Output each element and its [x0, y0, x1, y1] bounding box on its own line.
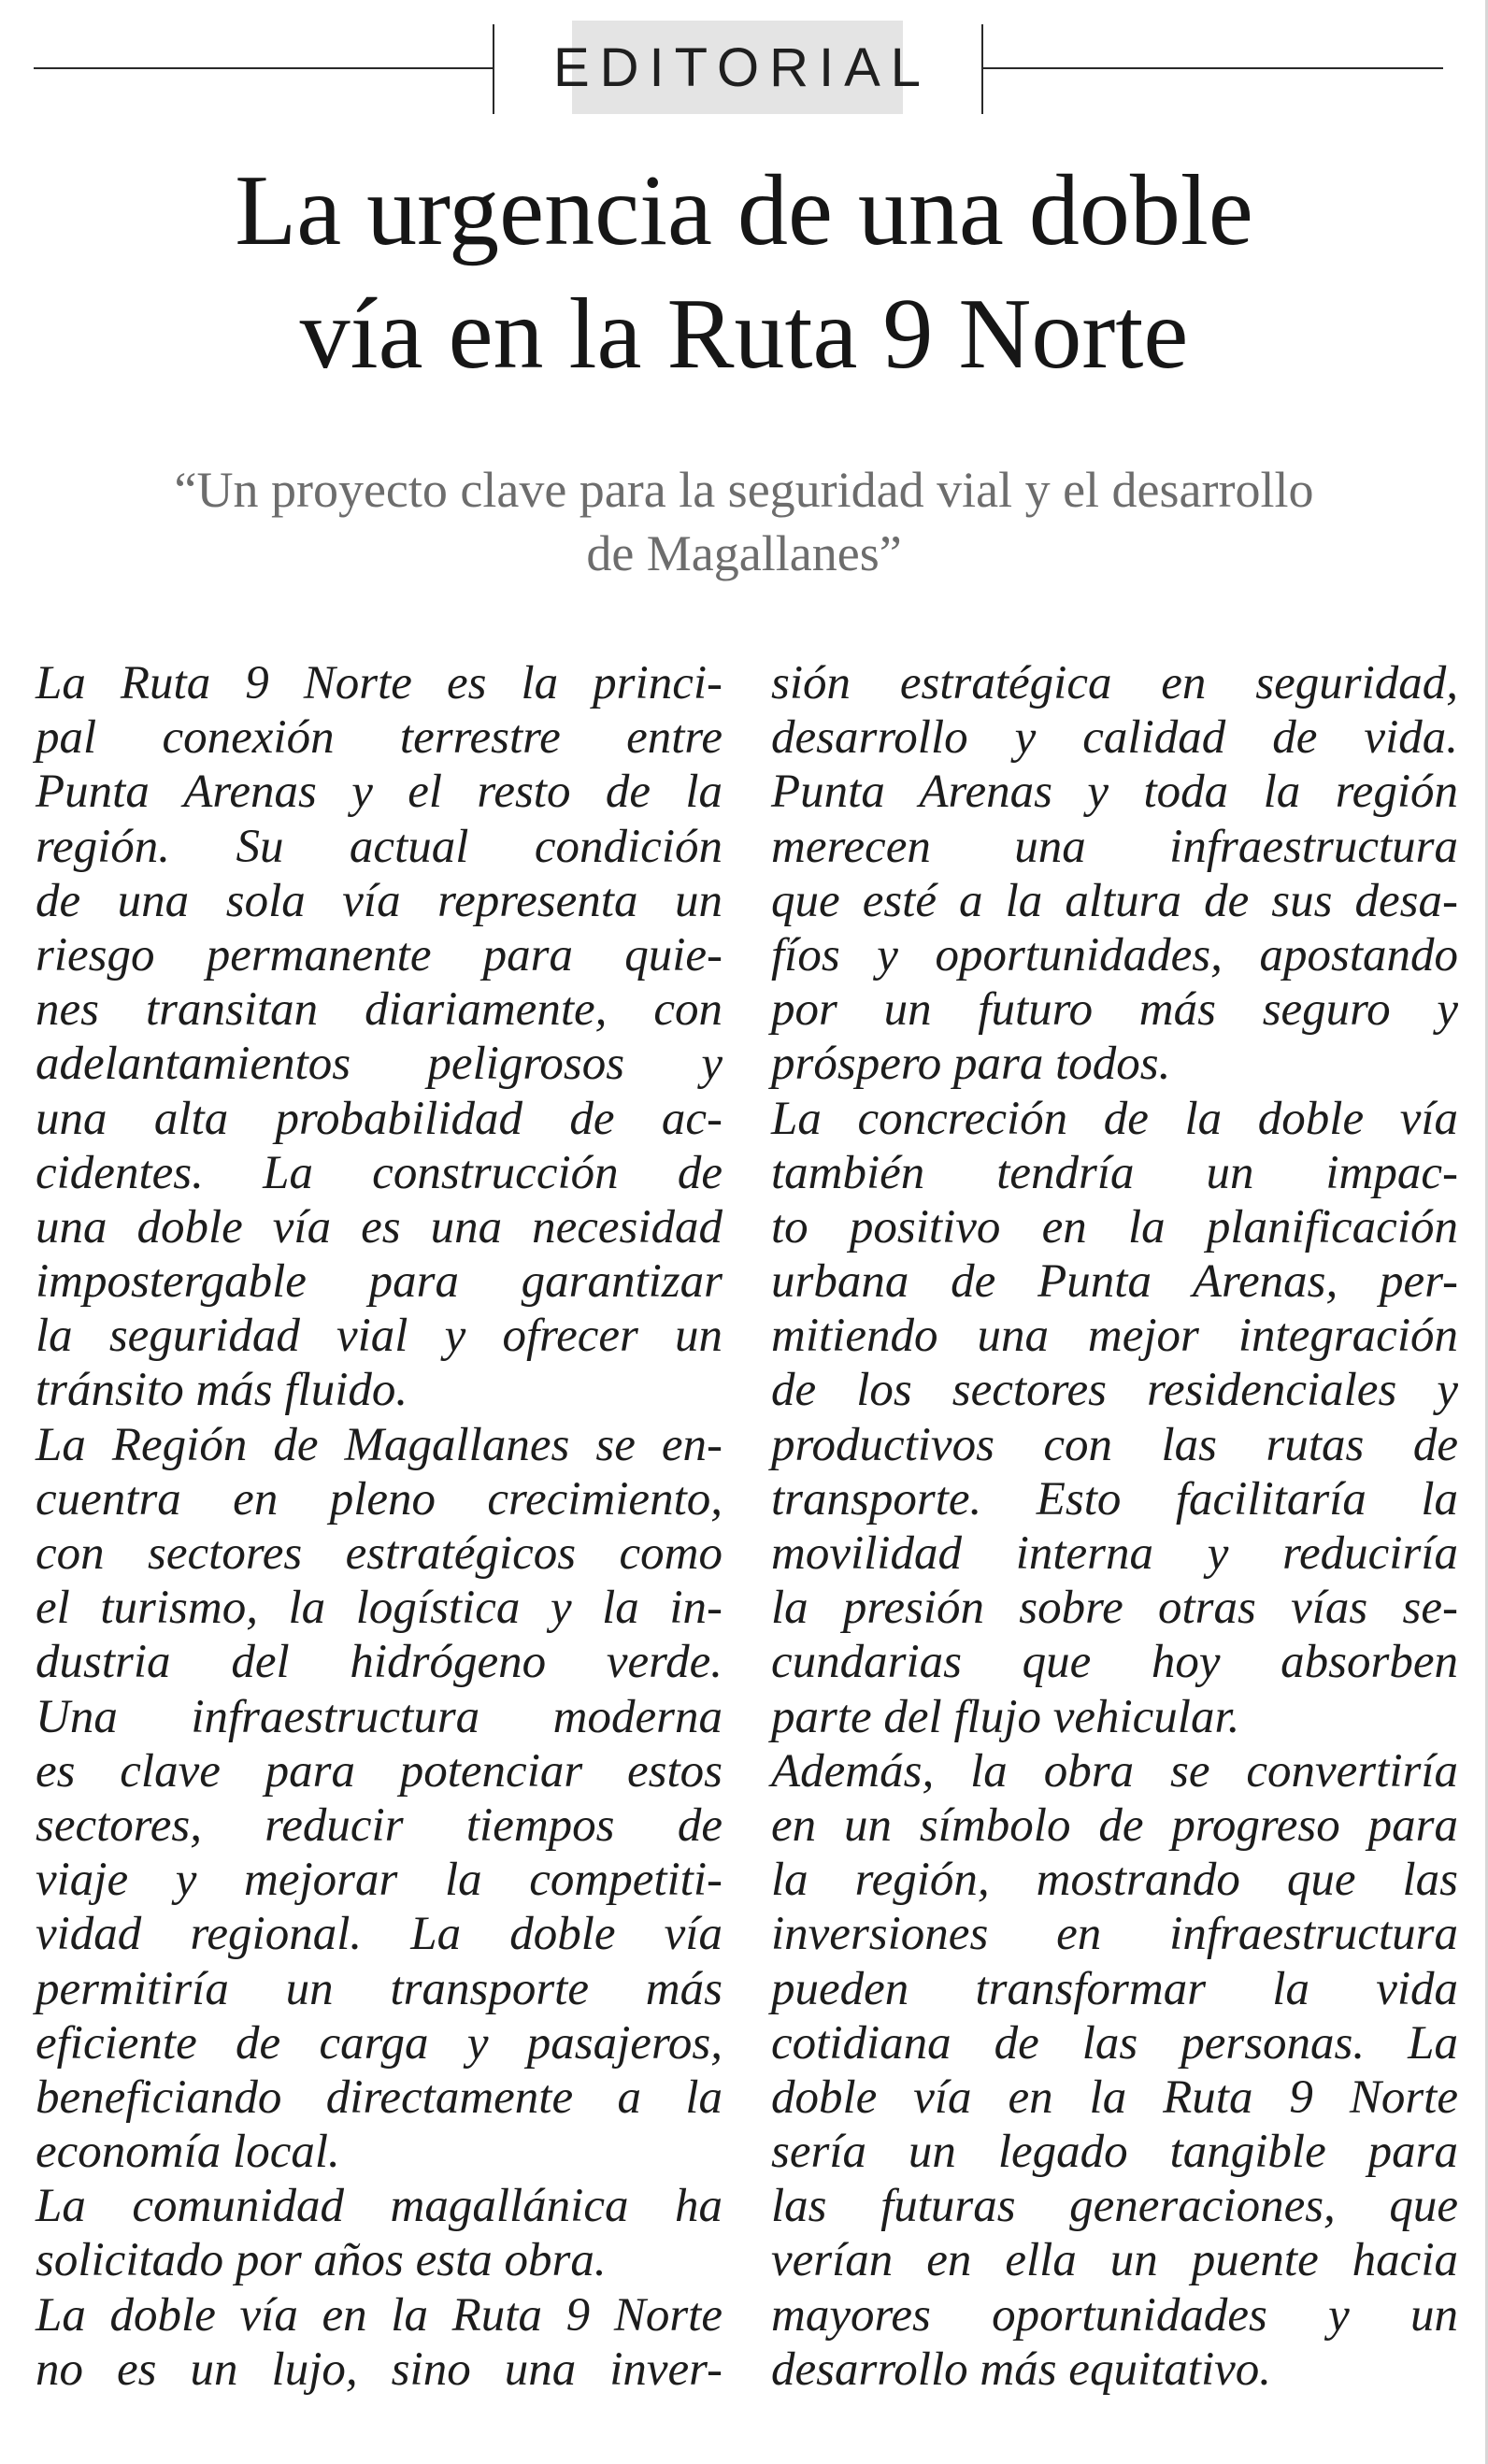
body-line: La Región de Magallanes se en-: [36, 1418, 723, 1471]
body-line: eficiente de carga y pasajeros,: [36, 2016, 723, 2070]
body-line: próspero para todos.: [771, 1038, 1171, 1091]
section-label: EDITORIAL: [572, 21, 903, 114]
body-line: también tendría un impac-: [771, 1146, 1458, 1199]
headline-line: vía en la Ruta 9 Norte: [299, 279, 1189, 390]
body-line: la región, mostrando que las: [771, 1854, 1458, 1907]
body-line: las futuras generaciones, que: [771, 2180, 1458, 2233]
body-line: viaje y mejorar la competiti-: [36, 1854, 723, 1907]
header-divider-left: [493, 24, 494, 114]
body-line: no es un lujo, sino una inver-: [36, 2342, 723, 2396]
body-line: cidentes. La construcción de: [36, 1146, 723, 1199]
body-line: transporte. Esto facilitaría la: [771, 1472, 1458, 1526]
body-line: una doble vía es una necesidad: [36, 1200, 723, 1253]
body-column-left: [36, 656, 723, 2397]
body-line: nes transitan diariamente, con: [36, 983, 723, 1037]
body-line: tránsito más fluido.: [36, 1364, 408, 1417]
body-line: desarrollo y calidad de vida.: [771, 711, 1458, 765]
body-line: parte del flujo vehicular.: [771, 1690, 1240, 1743]
body-line: La doble vía en la Ruta 9 Norte: [36, 2288, 723, 2342]
body-line: productivos con las rutas de: [771, 1418, 1458, 1471]
body-line: adelantamientos peligrosos y: [36, 1038, 723, 1091]
body-line: Punta Arenas y toda la región: [771, 766, 1458, 819]
body-line: pal conexión terrestre entre: [36, 711, 723, 765]
body-line: una alta probabilidad de ac-: [36, 1092, 723, 1145]
body-line: de una sola vía representa un: [36, 874, 723, 927]
body-line: La concreción de la doble vía: [771, 1092, 1458, 1145]
header-rule-left: [34, 67, 494, 69]
body-line: que esté a la altura de sus desa-: [771, 874, 1458, 927]
body-line: en un símbolo de progreso para: [771, 1798, 1458, 1852]
headline: [56, 150, 1432, 396]
body-line: economía local.: [36, 2126, 340, 2179]
body-column-right: [771, 656, 1458, 2397]
body-line: dustria del hidrógeno verde.: [36, 1636, 723, 1689]
body-line: fíos y oportunidades, apostando: [771, 928, 1458, 981]
body-line: con sectores estratégicos como: [36, 1527, 723, 1580]
body-line: to positivo en la planificación: [771, 1200, 1458, 1253]
body-line: mitiendo una mejor integración: [771, 1310, 1458, 1363]
body-line: de los sectores residenciales y: [771, 1364, 1458, 1417]
body-line: es clave para potenciar estos: [36, 1744, 723, 1798]
body-line: movilidad interna y reduciría: [771, 1527, 1458, 1580]
deck-line: de Magallanes”: [586, 525, 902, 581]
body-line: La comunidad magallánica ha: [36, 2180, 723, 2233]
body-line: verían en ella un puente hacia: [771, 2234, 1458, 2287]
header-divider-right: [981, 24, 983, 114]
body-line: sión estratégica en seguridad,: [771, 657, 1458, 709]
body-line: beneficiando directamente a la: [36, 2070, 723, 2124]
body-line: por un futuro más seguro y: [771, 983, 1458, 1037]
body-line: la presión sobre otras vías se-: [771, 1582, 1458, 1635]
body-line: doble vía en la Ruta 9 Norte: [771, 2070, 1458, 2124]
headline-line: La urgencia de una doble: [235, 155, 1253, 266]
body-line: cotidiana de las personas. La: [771, 2016, 1458, 2070]
body-line: sectores, reducir tiempos de: [36, 1798, 723, 1852]
body-line: sería un legado tangible para: [771, 2126, 1458, 2179]
body-line: riesgo permanente para quie-: [36, 928, 723, 981]
body-line: Una infraestructura moderna: [36, 1690, 723, 1743]
body-line: La Ruta 9 Norte es la princi-: [36, 657, 723, 709]
body-line: región. Su actual condición: [36, 820, 723, 873]
body-line: Punta Arenas y el resto de la: [36, 766, 723, 819]
body-line: cundarias que hoy absorben: [771, 1636, 1458, 1689]
body-line: el turismo, la logística y la in-: [36, 1582, 723, 1635]
deck-line: “Un proyecto clave para la seguridad vial y el desarrollo: [174, 462, 1314, 518]
body-line: permitiría un transporte más: [36, 1962, 723, 2015]
body-line: mayores oportunidades y un: [771, 2288, 1458, 2342]
body-line: urbana de Punta Arenas, per-: [771, 1255, 1458, 1309]
body-line: cuentra en pleno crecimiento,: [36, 1472, 723, 1526]
body-line: desarrollo más equitativo.: [771, 2342, 1272, 2396]
body-line: Además, la obra se convertiría: [771, 1744, 1458, 1798]
body-line: impostergable para garantizar: [36, 1255, 723, 1309]
body-line: inversiones en infraestructura: [771, 1908, 1458, 1961]
body-line: vidad regional. La doble vía: [36, 1908, 723, 1961]
body-line: pueden transformar la vida: [771, 1962, 1458, 2015]
deck-quote: [56, 458, 1432, 585]
header-rule-right: [981, 67, 1443, 69]
body-line: merecen una infraestructura: [771, 820, 1458, 873]
body-line: la seguridad vial y ofrecer un: [36, 1310, 723, 1363]
body-line: solicitado por años esta obra.: [36, 2234, 607, 2287]
